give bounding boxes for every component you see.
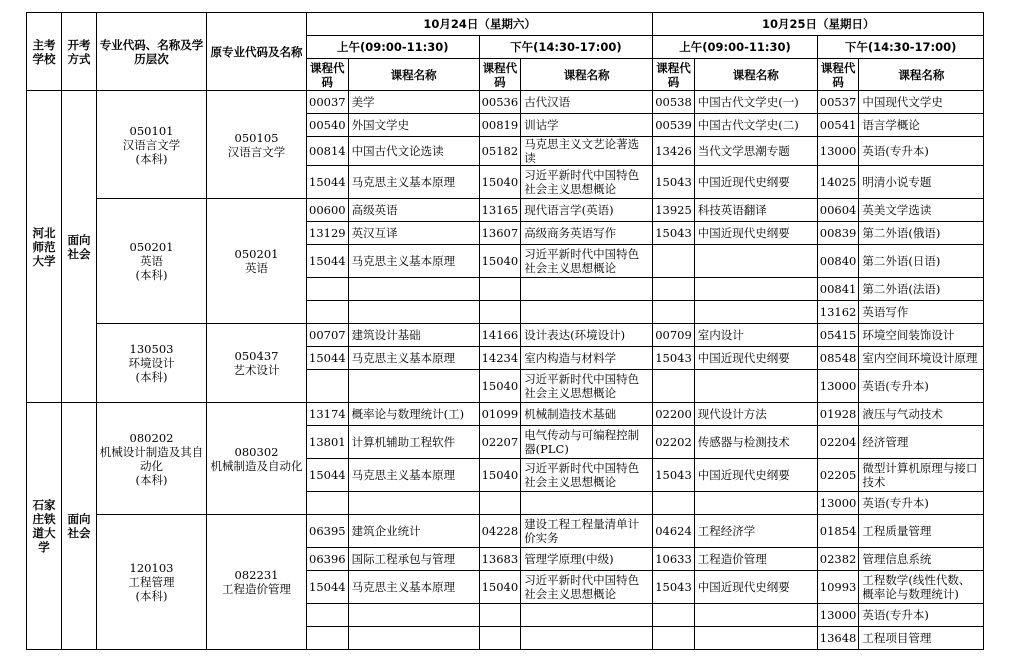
course-name: 马克思主义基本原理 bbox=[348, 245, 479, 278]
exam-schedule-table bbox=[26, 12, 984, 650]
course-code: 13426 bbox=[653, 137, 695, 166]
course-code: 13000 bbox=[817, 604, 859, 627]
header-course-code: 课程代码 bbox=[653, 59, 695, 91]
major-cell bbox=[97, 403, 207, 515]
course-name: 工程数学(线性代数、概率论与数理统计) bbox=[859, 571, 984, 604]
course-code bbox=[479, 604, 521, 627]
course-name bbox=[694, 627, 817, 650]
course-name: 马克思主义基本原理 bbox=[348, 459, 479, 492]
course-name: 英语写作 bbox=[859, 301, 984, 324]
course-name: 建筑企业统计 bbox=[348, 515, 479, 548]
course-code: 13174 bbox=[307, 403, 349, 426]
course-name: 中国近现代史纲要 bbox=[694, 571, 817, 604]
header-pm-2: 下午(14:30-17:00) bbox=[817, 36, 984, 59]
course-name: 英语(专升本) bbox=[859, 492, 984, 515]
course-name: 英语(专升本) bbox=[859, 604, 984, 627]
header-pm-1: 下午(14:30-17:00) bbox=[479, 36, 653, 59]
course-code: 05415 bbox=[817, 324, 859, 347]
course-code: 13607 bbox=[479, 222, 521, 245]
course-code: 10993 bbox=[817, 571, 859, 604]
course-name: 中国现代文学史 bbox=[859, 91, 984, 114]
course-name bbox=[521, 604, 653, 627]
course-name: 习近平新时代中国特色社会主义思想概论 bbox=[521, 370, 653, 403]
course-code bbox=[653, 301, 695, 324]
course-code: 13129 bbox=[307, 222, 349, 245]
course-name: 国际工程承包与管理 bbox=[348, 548, 479, 571]
course-name: 中国近现代史纲要 bbox=[694, 222, 817, 245]
old-major-code: 050201 bbox=[234, 247, 279, 261]
course-name: 建设工程工程量清单计价实务 bbox=[521, 515, 653, 548]
major-cell bbox=[97, 515, 207, 650]
course-name: 中国古代文学史(二) bbox=[694, 114, 817, 137]
course-code: 14166 bbox=[479, 324, 521, 347]
course-name bbox=[694, 245, 817, 278]
course-name: 明清小说专题 bbox=[859, 166, 984, 199]
table-row bbox=[27, 324, 984, 347]
course-name: 英美文学选读 bbox=[859, 199, 984, 222]
course-name: 第二外语(俄语) bbox=[859, 222, 984, 245]
exam-schedule bbox=[26, 12, 984, 650]
course-code: 02204 bbox=[817, 426, 859, 459]
course-code: 00540 bbox=[307, 114, 349, 137]
exam-mode: 面向社会 bbox=[62, 403, 97, 650]
course-code: 00541 bbox=[817, 114, 859, 137]
major-level: (本科) bbox=[135, 268, 168, 282]
course-code: 00841 bbox=[817, 278, 859, 301]
course-name: 经济管理 bbox=[859, 426, 984, 459]
course-code: 15040 bbox=[479, 459, 521, 492]
course-name: 中国近现代史纲要 bbox=[694, 459, 817, 492]
course-code: 00604 bbox=[817, 199, 859, 222]
school-name: 河北师范大学 bbox=[27, 91, 62, 403]
course-code: 13000 bbox=[817, 137, 859, 166]
course-code: 15043 bbox=[653, 166, 695, 199]
course-code: 10633 bbox=[653, 548, 695, 571]
course-name: 习近平新时代中国特色社会主义思想概论 bbox=[521, 245, 653, 278]
old-major-code: 050105 bbox=[234, 130, 279, 145]
course-name: 科技英语翻译 bbox=[694, 199, 817, 222]
header-course-code: 课程代码 bbox=[479, 59, 521, 91]
course-name bbox=[348, 278, 479, 301]
course-name: 高级商务英语写作 bbox=[521, 222, 653, 245]
course-code: 15043 bbox=[653, 459, 695, 492]
course-code: 00539 bbox=[653, 114, 695, 137]
course-name: 环境空间装饰设计 bbox=[859, 324, 984, 347]
course-code: 00537 bbox=[817, 91, 859, 114]
course-name: 工程造价管理 bbox=[694, 548, 817, 571]
header-course-name: 课程名称 bbox=[694, 59, 817, 91]
course-code: 00600 bbox=[307, 199, 349, 222]
course-code: 15044 bbox=[307, 245, 349, 278]
header-old-major: 原专业代码及名称 bbox=[207, 13, 307, 91]
course-name: 语言学概论 bbox=[859, 114, 984, 137]
course-code: 13683 bbox=[479, 548, 521, 571]
major-code: 130503 bbox=[129, 342, 174, 356]
course-code: 15040 bbox=[479, 370, 521, 403]
course-name: 英语(专升本) bbox=[859, 370, 984, 403]
course-code: 02202 bbox=[653, 426, 695, 459]
course-name bbox=[694, 492, 817, 515]
old-major-cell bbox=[207, 199, 307, 324]
course-code: 02382 bbox=[817, 548, 859, 571]
course-code bbox=[653, 278, 695, 301]
course-code: 02200 bbox=[653, 403, 695, 426]
course-name: 外国文学史 bbox=[348, 114, 479, 137]
old-major-name: 汉语言文学 bbox=[227, 144, 286, 159]
header-date-1: 10月24日（星期六） bbox=[307, 13, 653, 36]
major-cell bbox=[97, 324, 207, 403]
old-major-cell bbox=[207, 324, 307, 403]
major-code: 080202 bbox=[129, 430, 174, 445]
course-name bbox=[348, 301, 479, 324]
course-name: 英汉互译 bbox=[348, 222, 479, 245]
course-name: 中国古代文学史(一) bbox=[694, 91, 817, 114]
course-name: 第二外语(法语) bbox=[859, 278, 984, 301]
table-row bbox=[27, 199, 984, 222]
course-code: 15043 bbox=[653, 222, 695, 245]
major-name: 机械设计制造及其自动化 bbox=[99, 444, 204, 473]
major-level: (本科) bbox=[135, 589, 168, 603]
header-am-2: 上午(09:00-11:30) bbox=[653, 36, 818, 59]
old-major-name: 英语 bbox=[245, 261, 268, 275]
course-code bbox=[307, 301, 349, 324]
old-major-cell bbox=[207, 403, 307, 515]
course-code bbox=[653, 245, 695, 278]
course-code bbox=[653, 370, 695, 403]
course-code: 05182 bbox=[479, 137, 521, 166]
course-code: 15044 bbox=[307, 571, 349, 604]
course-code: 15044 bbox=[307, 459, 349, 492]
course-name: 马克思主义基本原理 bbox=[348, 347, 479, 370]
school-name: 石家庄铁道大学 bbox=[27, 403, 62, 650]
course-code: 14234 bbox=[479, 347, 521, 370]
course-name: 工程项目管理 bbox=[859, 627, 984, 650]
course-code: 13165 bbox=[479, 199, 521, 222]
course-name: 室内设计 bbox=[694, 324, 817, 347]
course-code bbox=[307, 370, 349, 403]
course-code: 14025 bbox=[817, 166, 859, 199]
course-code: 15040 bbox=[479, 166, 521, 199]
course-code bbox=[307, 278, 349, 301]
course-name: 中国近现代史纲要 bbox=[694, 347, 817, 370]
header-date-2: 10月25日（星期日） bbox=[653, 13, 984, 36]
course-name bbox=[348, 627, 479, 650]
major-name: 工程管理 bbox=[128, 575, 175, 589]
course-name: 美学 bbox=[348, 91, 479, 114]
course-code: 13648 bbox=[817, 627, 859, 650]
course-code bbox=[307, 627, 349, 650]
course-code: 13000 bbox=[817, 370, 859, 403]
course-name bbox=[521, 278, 653, 301]
course-code bbox=[307, 492, 349, 515]
table-row bbox=[27, 91, 984, 114]
course-code bbox=[479, 278, 521, 301]
table-row bbox=[27, 403, 984, 426]
course-name bbox=[348, 604, 479, 627]
header-school: 主考学校 bbox=[27, 13, 62, 91]
course-name: 高级英语 bbox=[348, 199, 479, 222]
course-code: 15043 bbox=[653, 347, 695, 370]
course-code bbox=[653, 492, 695, 515]
old-major-cell bbox=[207, 91, 307, 199]
header-am-1: 上午(09:00-11:30) bbox=[307, 36, 480, 59]
course-code: 15040 bbox=[479, 245, 521, 278]
major-cell bbox=[97, 91, 207, 199]
course-name: 计算机辅助工程软件 bbox=[348, 426, 479, 459]
course-name: 习近平新时代中国特色社会主义思想概论 bbox=[521, 571, 653, 604]
old-major-name: 工程造价管理 bbox=[222, 582, 291, 596]
course-name: 管理信息系统 bbox=[859, 548, 984, 571]
course-code: 00819 bbox=[479, 114, 521, 137]
old-major-code: 050437 bbox=[234, 349, 279, 363]
course-code: 02205 bbox=[817, 459, 859, 492]
course-name: 马克思主义基本原理 bbox=[348, 571, 479, 604]
course-name: 习近平新时代中国特色社会主义思想概论 bbox=[521, 166, 653, 199]
course-name: 液压与气动技术 bbox=[859, 403, 984, 426]
major-level: (本科) bbox=[135, 472, 168, 487]
course-name: 管理学原理(中级) bbox=[521, 548, 653, 571]
major-code: 120103 bbox=[129, 561, 174, 575]
course-code: 15044 bbox=[307, 166, 349, 199]
course-code: 13162 bbox=[817, 301, 859, 324]
course-code: 00707 bbox=[307, 324, 349, 347]
course-name: 建筑设计基础 bbox=[348, 324, 479, 347]
header-major: 专业代码、名称及学历层次 bbox=[97, 13, 207, 91]
course-code bbox=[307, 604, 349, 627]
course-name: 工程质量管理 bbox=[859, 515, 984, 548]
course-name: 电气传动与可编程控制器(PLC) bbox=[521, 426, 653, 459]
course-name: 现代语言学(英语) bbox=[521, 199, 653, 222]
header-course-name: 课程名称 bbox=[521, 59, 653, 91]
major-level: (本科) bbox=[135, 151, 168, 166]
course-code: 00839 bbox=[817, 222, 859, 245]
course-name bbox=[521, 627, 653, 650]
course-code bbox=[653, 627, 695, 650]
course-code: 01854 bbox=[817, 515, 859, 548]
course-code: 00840 bbox=[817, 245, 859, 278]
old-major-name: 机械制造及自动化 bbox=[210, 458, 303, 473]
course-code: 13925 bbox=[653, 199, 695, 222]
course-name: 马克思主义基本原理 bbox=[348, 166, 479, 199]
old-major-code: 082231 bbox=[234, 568, 279, 582]
course-name: 古代汉语 bbox=[521, 91, 653, 114]
course-name bbox=[694, 604, 817, 627]
course-name bbox=[694, 370, 817, 403]
course-name bbox=[348, 370, 479, 403]
course-name: 概率论与数理统计(工) bbox=[348, 403, 479, 426]
header-course-name: 课程名称 bbox=[348, 59, 479, 91]
course-code: 15040 bbox=[479, 571, 521, 604]
header-mode: 开考方式 bbox=[62, 13, 97, 91]
major-code: 050201 bbox=[129, 240, 174, 254]
course-name: 微型计算机原理与接口技术 bbox=[859, 459, 984, 492]
course-name: 传感器与检测技术 bbox=[694, 426, 817, 459]
course-name: 工程经济学 bbox=[694, 515, 817, 548]
course-name: 英语(专升本) bbox=[859, 137, 984, 166]
header-course-code: 课程代码 bbox=[307, 59, 349, 91]
course-name: 中国古代文论选读 bbox=[348, 137, 479, 166]
course-name bbox=[521, 301, 653, 324]
course-code: 00814 bbox=[307, 137, 349, 166]
exam-mode: 面向社会 bbox=[62, 91, 97, 403]
course-code bbox=[479, 627, 521, 650]
course-code: 00709 bbox=[653, 324, 695, 347]
course-name: 机械制造技术基础 bbox=[521, 403, 653, 426]
course-code bbox=[479, 492, 521, 515]
course-name: 中国近现代史纲要 bbox=[694, 166, 817, 199]
course-code: 04228 bbox=[479, 515, 521, 548]
course-name bbox=[694, 278, 817, 301]
course-code: 15044 bbox=[307, 347, 349, 370]
major-level: (本科) bbox=[135, 370, 168, 384]
header-course-code: 课程代码 bbox=[817, 59, 859, 91]
course-code: 15043 bbox=[653, 571, 695, 604]
old-major-name: 艺术设计 bbox=[233, 363, 280, 377]
major-name: 环境设计 bbox=[128, 356, 175, 370]
major-code: 050101 bbox=[129, 123, 174, 138]
course-code: 08548 bbox=[817, 347, 859, 370]
course-code: 00536 bbox=[479, 91, 521, 114]
course-name bbox=[348, 492, 479, 515]
course-name: 习近平新时代中国特色社会主义思想概论 bbox=[521, 459, 653, 492]
course-code: 06395 bbox=[307, 515, 349, 548]
header-course-name: 课程名称 bbox=[859, 59, 984, 91]
course-name: 现代设计方法 bbox=[694, 403, 817, 426]
course-name bbox=[694, 301, 817, 324]
old-major-cell bbox=[207, 515, 307, 650]
table-row bbox=[27, 515, 984, 548]
course-code: 06396 bbox=[307, 548, 349, 571]
course-name bbox=[521, 492, 653, 515]
course-code: 00037 bbox=[307, 91, 349, 114]
course-code: 00538 bbox=[653, 91, 695, 114]
old-major-code: 080302 bbox=[234, 444, 279, 459]
major-name: 英语 bbox=[140, 254, 163, 268]
course-code: 02207 bbox=[479, 426, 521, 459]
course-code bbox=[479, 301, 521, 324]
course-code: 13000 bbox=[817, 492, 859, 515]
course-name: 室内空间环境设计原理 bbox=[859, 347, 984, 370]
course-name: 设计表达(环境设计) bbox=[521, 324, 653, 347]
course-name: 第二外语(日语) bbox=[859, 245, 984, 278]
course-name: 训诂学 bbox=[521, 114, 653, 137]
course-name: 当代文学思潮专题 bbox=[694, 137, 817, 166]
course-code bbox=[653, 604, 695, 627]
course-code: 01928 bbox=[817, 403, 859, 426]
course-code: 13801 bbox=[307, 426, 349, 459]
course-code: 01099 bbox=[479, 403, 521, 426]
major-cell bbox=[97, 199, 207, 324]
major-name: 汉语言文学 bbox=[122, 137, 181, 152]
course-name: 马克思主义文艺论著选读 bbox=[521, 137, 653, 166]
course-code: 04624 bbox=[653, 515, 695, 548]
course-name: 室内构造与材料学 bbox=[521, 347, 653, 370]
